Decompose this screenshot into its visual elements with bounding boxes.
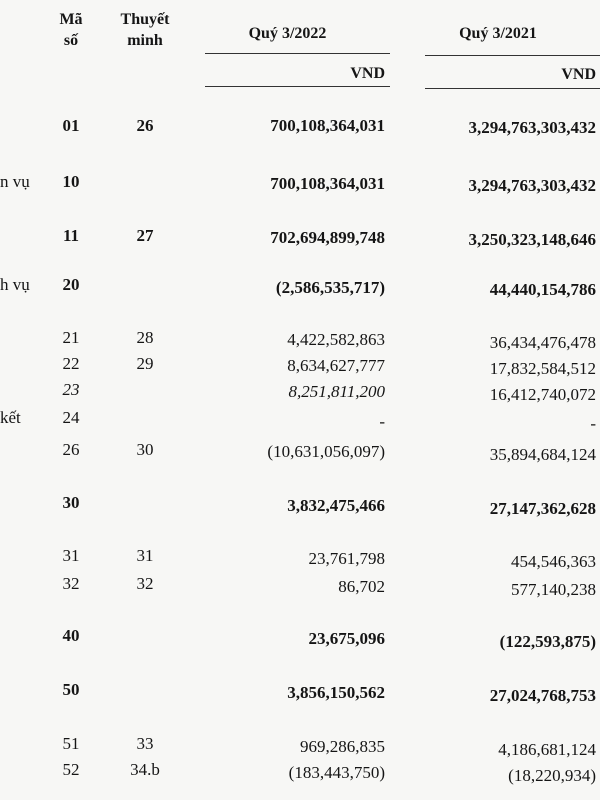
row-value-2021: 35,894,684,124: [489, 445, 596, 464]
row-code: 32: [62, 574, 80, 593]
row-note: 27: [136, 226, 154, 245]
row-value-2021: 4,186,681,124: [498, 740, 596, 759]
code-header-line1: Mã: [59, 11, 83, 28]
row-value-2021: 3,294,763,303,432: [468, 176, 596, 195]
currency-2022: VND: [350, 65, 385, 82]
row-label: kết: [0, 408, 21, 427]
row-value-2022: 8,634,627,777: [287, 356, 385, 375]
row-value-2021: -: [590, 414, 596, 433]
row-code: 11: [62, 226, 80, 245]
row-value-2022: 23,761,798: [308, 549, 385, 568]
row-note: 28: [136, 328, 154, 347]
row-value-2022: 700,108,364,031: [270, 116, 385, 135]
row-value-2021: (18,220,934): [508, 766, 596, 785]
row-value-2021: 36,434,476,478: [489, 333, 596, 352]
period-2022-header: Quý 3/2022: [248, 25, 327, 42]
row-value-2021: 577,140,238: [511, 580, 596, 599]
code-header-line2: số: [63, 32, 79, 49]
row-value-2022: 700,108,364,031: [270, 174, 385, 193]
row-code: 26: [62, 440, 80, 459]
row-value-2022: 969,286,835: [300, 737, 385, 756]
row-code: 52: [62, 760, 80, 779]
note-header-line2: minh: [127, 32, 163, 49]
row-code: 30: [62, 493, 80, 512]
row-value-2021: 27,024,768,753: [489, 686, 596, 705]
header-rule-2021: [425, 55, 600, 56]
row-code: 22: [62, 354, 80, 373]
row-note: 32: [136, 574, 154, 593]
row-value-2022: (2,586,535,717): [275, 278, 385, 297]
row-note: 31: [136, 546, 154, 565]
currency-rule-2022: [205, 86, 390, 87]
row-value-2021: 27,147,362,628: [489, 499, 596, 518]
row-code: 31: [62, 546, 80, 565]
row-note: 33: [136, 734, 154, 753]
row-value-2022: (183,443,750): [288, 763, 385, 782]
row-value-2021: (122,593,875): [499, 632, 596, 651]
row-value-2022: 3,856,150,562: [287, 683, 385, 702]
row-note: 26: [136, 116, 154, 135]
row-value-2021: 17,832,584,512: [489, 359, 596, 378]
currency-2021: VND: [561, 66, 596, 83]
row-value-2021: 16,412,740,072: [489, 385, 596, 404]
row-label: h vụ: [0, 275, 30, 294]
currency-rule-2021: [425, 88, 600, 89]
row-value-2021: 3,250,323,148,646: [468, 230, 596, 249]
header-rule-2022: [205, 53, 390, 54]
row-label: n vụ: [0, 172, 30, 191]
period-2021-header: Quý 3/2021: [459, 25, 537, 42]
row-note: 34.b: [130, 760, 160, 779]
row-code: 21: [62, 328, 80, 347]
row-code: 20: [62, 275, 80, 294]
row-code: 10: [62, 172, 80, 191]
row-value-2022: 4,422,582,863: [287, 330, 385, 349]
row-value-2022: -: [379, 412, 385, 431]
row-value-2022: 86,702: [338, 577, 385, 596]
row-value-2022: 23,675,096: [308, 629, 385, 648]
row-code: 01: [62, 116, 80, 135]
row-value-2021: 454,546,363: [511, 552, 596, 571]
row-value-2022: 702,694,899,748: [270, 228, 385, 247]
row-value-2022: 3,832,475,466: [287, 496, 385, 515]
note-header-line1: Thuyết: [120, 11, 170, 28]
row-code: 40: [62, 626, 80, 645]
row-value-2022: (10,631,056,097): [267, 442, 385, 461]
row-note: 29: [136, 354, 154, 373]
row-value-2022: 8,251,811,200: [288, 382, 385, 401]
row-note: 30: [136, 440, 154, 459]
row-code: 23: [62, 380, 80, 399]
row-value-2021: 44,440,154,786: [489, 280, 596, 299]
row-code: 24: [62, 408, 80, 427]
row-value-2021: 3,294,763,303,432: [468, 118, 596, 137]
row-code: 51: [62, 734, 80, 753]
row-code: 50: [62, 680, 80, 699]
